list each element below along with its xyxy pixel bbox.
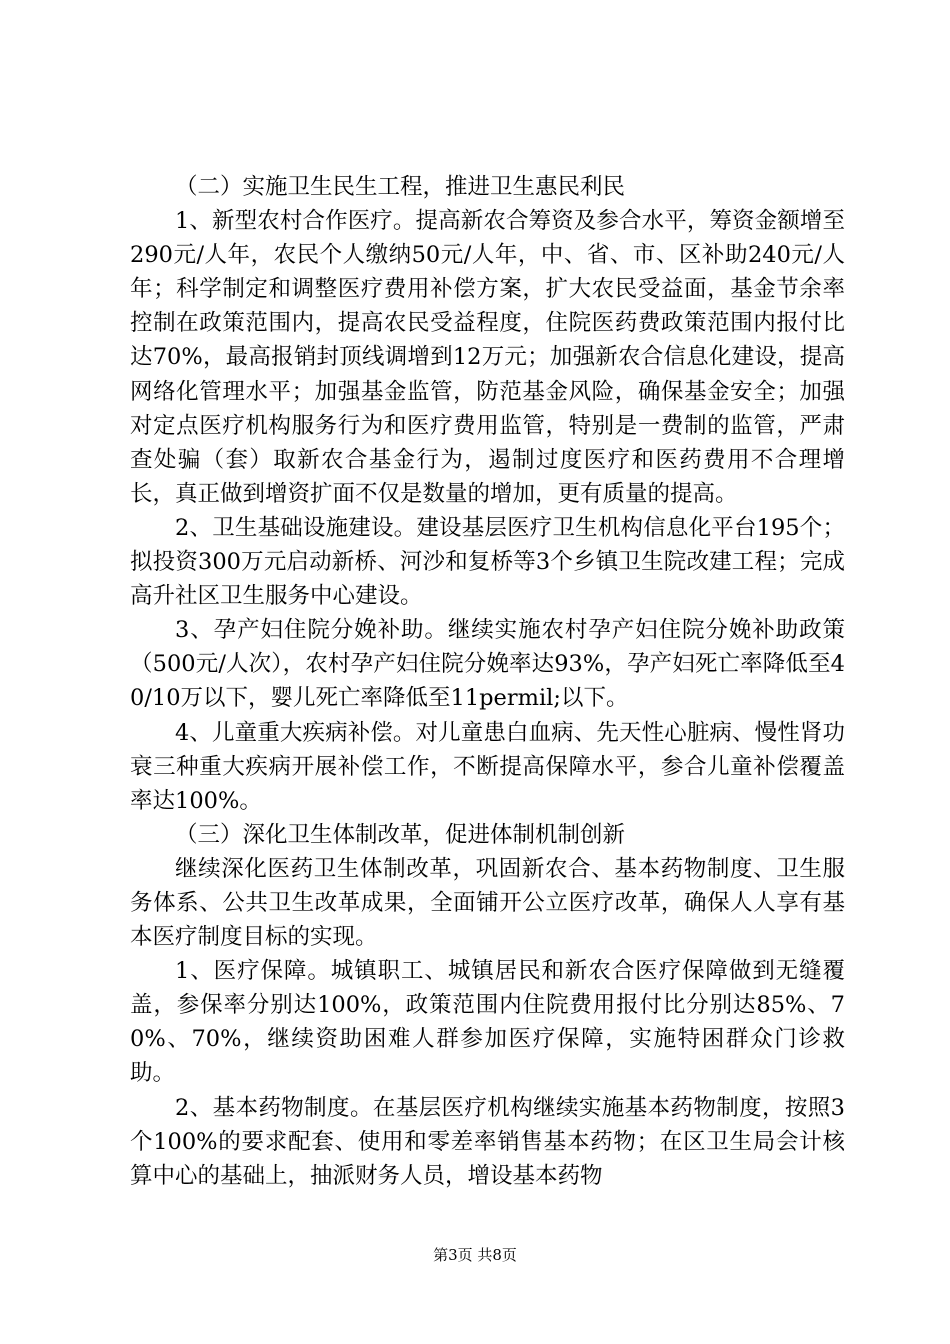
paragraph-reform-intro: 继续深化医药卫生体制改革，巩固新农合、基本药物制度、卫生服务体系、公共卫生改革成果，全面铺开公立医疗改革，确保人人享有基本医疗制度目标的实现。: [130, 855, 845, 951]
paragraph-rural-cooperative-medical: 1、新型农村合作医疗。提高新农合筹资及参合水平，筹资金额增至290元/人年，农民个人缴纳50元/人年，中、省、市、区补助240元/人年；科学制定和调整医疗费用补偿方案，扩大农民受益面，基金节余率控制在政策范围内，提高农民受益程度，住院医药费政策范围内报付比达70%，最高报销封顶线调增到12万元；加强新农合信息化建设，提高网络化管理水平；加强基金监管，防范基金风险，确保基金安全；加强对定点医疗机构服务行为和医疗费用监管，特别是一费制的监管，严肃查处骗（套）取新农合基金行为，遏制过度医疗和医药费用不合理增长，真正做到增资扩面不仅是数量的增加，更有质量的提高。: [130, 208, 845, 507]
section-3-heading: （三）深化卫生体制改革，促进体制机制创新: [175, 821, 626, 848]
paragraph-maternity-subsidy: 3、孕产妇住院分娩补助。继续实施农村孕产妇住院分娩补助政策（500元/人次），农村孕产妇住院分娩率达93%，孕产妇死亡率降低至40/10万以下，婴儿死亡率降低至11permil;以下。: [130, 617, 845, 712]
page-number-footer: 第3页 共8页: [433, 1246, 517, 1264]
section-2-heading: （二）实施卫生民生工程，推进卫生惠民利民: [175, 174, 626, 200]
paragraph-child-disease-compensation: 4、儿童重大疾病补偿。对儿童患白血病、先天性心脏病、慢性肾功衰三种重大疾病开展补偿工作，不断提高保障水平，参合儿童补偿覆盖率达100%。: [130, 719, 845, 814]
paragraph-essential-drugs: 2、基本药物制度。在基层医疗机构继续实施基本药物制度，按照3个100%的要求配套、使用和零差率销售基本药物；在区卫生局会计核算中心的基础上，抽派财务人员，增设基本药物: [130, 1094, 845, 1189]
document-body: [130, 170, 845, 1193]
paragraph-medical-security: 1、医疗保障。城镇职工、城镇居民和新农合医疗保障做到无缝覆盖，参保率分别达100%，政策范围内住院费用报付比分别达85%、70%、70%，继续资助困难人群参加医疗保障，实施特困群众门诊救助。: [130, 958, 845, 1087]
paragraph-health-infrastructure: 2、卫生基础设施建设。建设基层医疗卫生机构信息化平台195个；拟投资300万元启动新桥、河沙和复桥等3个乡镇卫生院改建工程；完成高升社区卫生服务中心建设。: [130, 514, 845, 610]
